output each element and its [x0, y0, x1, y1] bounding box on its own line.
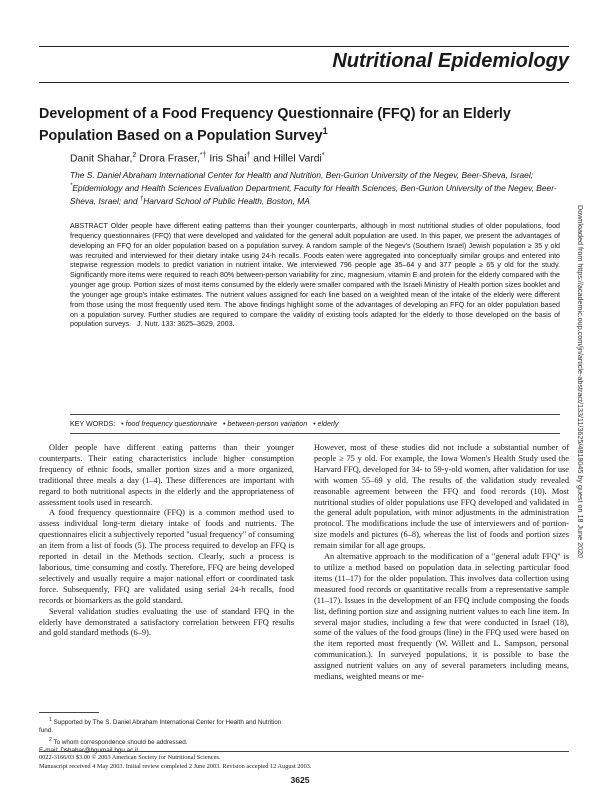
keyword-2: between-person variation	[227, 420, 308, 428]
page-number: 3625	[290, 775, 310, 785]
affiliation-3: Harvard School of Public Health, Boston, MA	[143, 196, 310, 206]
footnote-2-mark: 2	[49, 736, 52, 743]
manuscript-dates: Manuscript received 4 May 2003. Initial review completed 2 June 2003. Revision accepted 12 August 2003.	[39, 762, 312, 770]
citation-details: 133: 3625–3629, 2003.	[159, 320, 235, 329]
body-paragraph: A food frequency questionnaire (FFQ) is a common method used to assess individual long-term dietary intake of foods and nutrients. The questionnaires elicit a subjectively reported "usual frequency" of consuming an item from a list of foods (5). The process required to develop an FFQ is reported in detail in the Methods section. Clearly, such a process is laborious, time consuming and costly. Therefore, FFQ are being developed selectively and usually require a major national effort or coordinated task force. Subsequently, FFQ are validated using serial 24-h recalls, food records or biomarkers as the gold standard.	[39, 508, 294, 605]
keyword-3: elderly	[317, 420, 339, 428]
author-1-mark: 2	[132, 152, 137, 159]
author-4-mark: *	[321, 152, 325, 159]
author-1: Danit Shahar,	[70, 153, 133, 165]
footnote-rule	[39, 712, 99, 713]
abstract	[70, 222, 560, 330]
journal-section-title: Nutritional Epidemiology	[332, 50, 569, 72]
footnote-1-text: Supported by The S. Daniel Abraham International Center for Health and Nutrition fund.	[39, 719, 282, 735]
keyword-bullet: •	[223, 420, 226, 428]
author-list	[70, 152, 325, 164]
copyright-line: 0022-3166/03 $3.00 © 2003 American Society for Nutritional Sciences.	[39, 754, 221, 761]
journal-banner	[39, 46, 569, 86]
download-note-text: Downloaded from https://academic.oup.com/jn/article-abstract/133/11/3625/4818045 by guest on 18 June 2020	[576, 205, 585, 559]
affiliations	[70, 170, 560, 207]
affiliation-1: The S. Daniel Abraham International Center for Health and Nutrition, Ben-Gurion University of the Negev, Beer-Sheva, Israel;	[70, 170, 534, 180]
body-column-right	[314, 443, 569, 683]
title-footnote-mark: 1	[322, 126, 328, 136]
citation-journal: J. Nutr.	[137, 320, 160, 329]
author-2: Drora Fraser,	[136, 153, 200, 165]
keywords-bottom-rule	[70, 433, 560, 434]
keywords	[70, 420, 560, 428]
footnote-2-text: To whom correspondence should be addressed.	[51, 738, 188, 746]
body-paragraph: Older people have different eating patterns than their younger counterparts. Their eating characteristics include higher consumption frequency of ethnic foods, smaller portion sizes and a more organized, traditional three meals a day (1–4). These differences are important with regard to both nutritional aspects in the elderly and the appropriateness of assessment tools used in research.	[39, 443, 294, 507]
keyword-bullet: •	[313, 420, 316, 428]
footnotes	[39, 716, 294, 755]
body-paragraph: However, most of these studies did not include a substantial number of people ≥ 75 y old. For example, the Iowa Women's Health Study used the Harvard FFQ, developed for 34- to 59-y-old women, after validation for use with women 55–69 y old. The results of the validation study revealed reasonable agreement between the FFQ and food records (10). Most nutritional studies of older populations use FFQ developed and validated in the general adult population, with minor adjustments in the administration protocol. The modifications include the use of interviewers and of portion-size models and pictures (6–8), whereas the list of foods and portion sizes remain similar for all age groups.	[314, 443, 569, 551]
author-3-mark: †	[246, 152, 251, 159]
keywords-top-rule	[70, 414, 560, 415]
body-paragraph: Several validation studies evaluating the use of standard FFQ in the elderly have demonstrated a satisfactory correlation between FFQ results and gold standard methods (6–9).	[39, 606, 294, 638]
author-4: and Hillel Vardi	[250, 153, 322, 165]
abstract-text: Older people have different eating patterns than their younger counterparts, although in most nutritional studies of older populations, food frequency questionnaires (FFQ) that were developed and validated for the general adult population are used. In this paper, we present the advantages of developing an FFQ for an older population based on a population survey. A random sample of the Negev's (Southern Israel) Jewish population ≥ 35 y old was recruited and interviewed for their dietary intake using 24-h recalls. Foods eaten were aggregated into conceptually similar groups and entered into stepwise regression models to predict variation in nutrient intake. We interviewed 796 people age 35–64 y and 377 people ≥ 65 y old for the study. Significantly more items were required to reach 80% between-person variability for zinc, magnesium, vitamin E and protein for the elderly compared with the younger age group. Portion sizes of most items consumed by the elderly were smaller compared with the Israeli Ministry of Health portion sizes booklet and the younger age group's intake estimates. The nutrient values assigned for each line based on a weighted mean of the intake of the elderly were different from those using the most frequently used item. The above findings highlight some of the advantages of developing an FFQ for an older population based on a population survey. Further studies are required to compare the validity of existing tools adapted for the elderly to those developed on the basis of population surveys.	[70, 222, 560, 329]
banner-bottom-rule	[39, 82, 569, 83]
affiliation-mark-1: *	[70, 183, 73, 190]
affiliation-mark-2: †	[139, 196, 144, 203]
abstract-label: ABSTRACT	[70, 222, 108, 230]
keywords-label: KEY WORDS:	[70, 420, 116, 428]
footnote-1	[39, 716, 294, 736]
keyword-1: food frequency questionnaire	[125, 420, 218, 428]
author-2-mark: *†	[199, 152, 207, 159]
body-column-left	[39, 443, 294, 639]
bottom-rule	[39, 751, 569, 752]
download-watermark	[576, 205, 595, 725]
body-paragraph: An alternative approach to the modification of a "general adult FFQ" is to utilize a method based on population data in selecting particular food items (11–17) for the older population. This involves data collection using measured food records or quantitative recalls from a representative sample (11–17). Issues in the development of an FFQ include composing the foods list, defining portion size and assigning nutrient values to each line item. In several major studies, including a few that were conducted in Israel (18), some of the values of the food groups (line) in the FFQ used were based on the item reported most frequently (W. Willett and L. Sampson, personal communication.). In surveyed populations, it is possible to base the assigned nutrient values on any of several parameters including means, medians, weighted means or me-	[314, 552, 569, 682]
copyright-block	[39, 754, 569, 771]
footnote-1-mark: 1	[49, 717, 52, 723]
author-3: Iris Shai	[206, 153, 247, 165]
article-title	[39, 106, 559, 145]
banner-top-rule	[39, 46, 569, 47]
keyword-bullet: •	[121, 420, 124, 428]
footnote-2	[39, 736, 294, 747]
affiliation-2: Epidemiology and Health Sciences Evaluation Department, Faculty for Health Sciences, Ben-Gurion University of the Negev, Beer-Sheva, Israel; and	[70, 183, 557, 206]
article-title-text: Development of a Food Frequency Questionnaire (FFQ) for an Elderly Population Based on a Population Survey	[39, 106, 511, 144]
